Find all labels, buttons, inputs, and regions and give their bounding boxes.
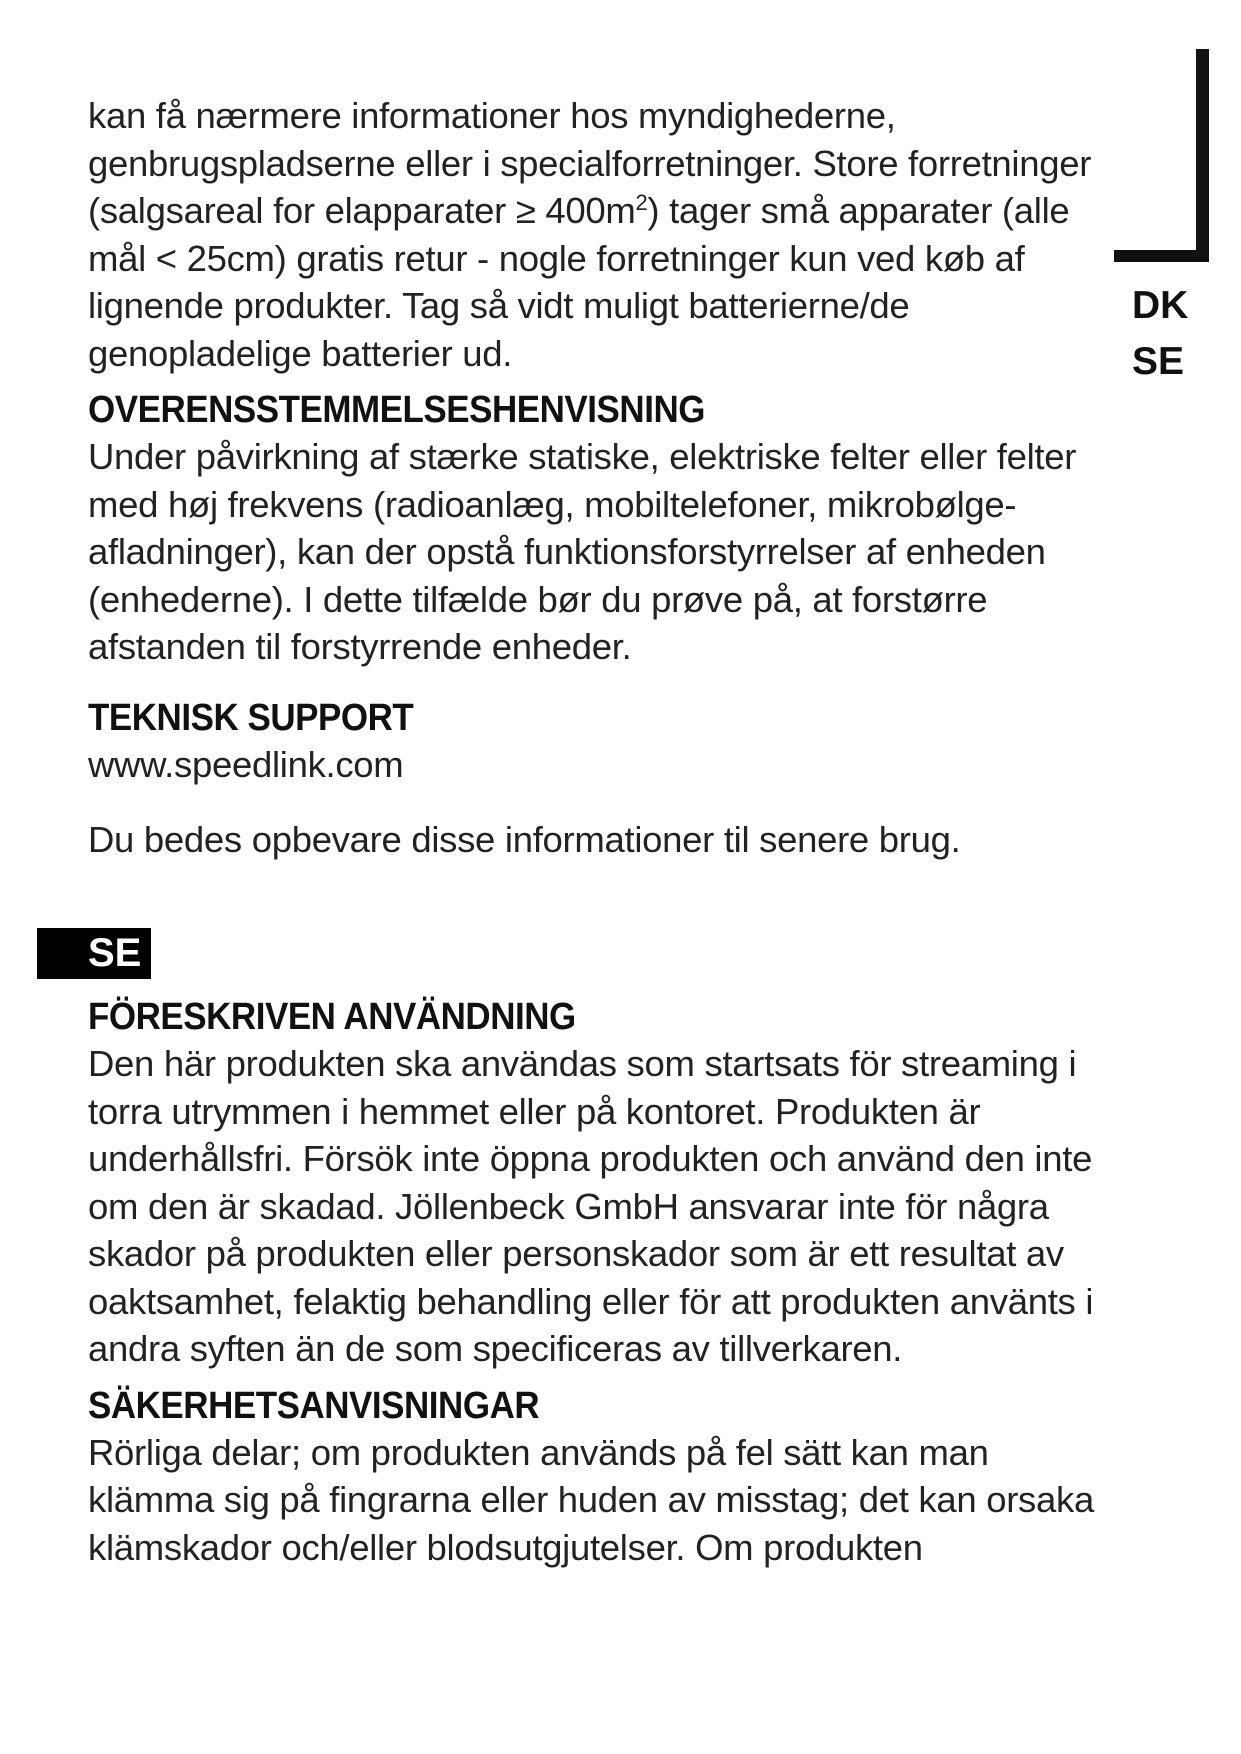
language-index <box>1132 278 1188 390</box>
disposal-text: kan få nærmere informationer hos myndighederne, genbrugspladserne eller i specialforretninger. Store forretninger (salgsareal for elapparater ≥ 400m <box>88 95 1092 231</box>
se-language-badge: SE <box>37 928 151 979</box>
corner-mark-vertical <box>1196 49 1209 262</box>
support-url[interactable]: www.speedlink.com <box>88 743 404 785</box>
safety-paragraph: Rörliga delar; om produkten används på fel sätt kan man klämma sig på fingrarna eller huden av misstag; det kan orsaka klämskador och/eller blodsutgjutelser. Om produkten <box>88 1431 1094 1568</box>
superscript-2: 2 <box>635 189 648 215</box>
conformity-heading: OVERENSSTEMMELSESHENVISNING <box>88 389 705 431</box>
keep-info-note: Du bedes opbevare disse informationer til senere brug. <box>88 819 961 860</box>
swedish-section <box>88 994 1098 1571</box>
intended-use-paragraph: Den här produkten ska användas som startsats för streaming i torra utrymmen i hemmet eller på kontoret. Produkten är underhållsfri. Försök inte öppna produkten och använd den inte om den är skadad. Jöllenbeck GmbH ansvarar inte för några skador på produkten eller personskador som är ett resultat av oaktsamhet, felaktig behandling eller för att produkten använts i andra syften än de som specificeras av tillverkaren. <box>88 1043 1094 1369</box>
intended-use-heading: FÖRESKRIVEN ANVÄNDNING <box>88 996 576 1038</box>
conformity-paragraph: Under påvirkning af stærke statiske, elektriske felter eller felter med høj frekvens (radioanlæg, mobiltelefoner, mikrobølge-afladninger), kan der opstå funktionsforstyrrelser af enheden (enhederne). I dette tilfælde bør du prøve på, at forstørre afstanden til forstyrrende enheder. <box>88 436 1077 667</box>
disposal-text-tail: ) tager små apparater (alle mål < 25cm) gratis retur - nogle forretninger kun ved køb af lignende produkter. Tag så vidt muligt batterierne/de genopladelige batterier ud. <box>88 190 1070 374</box>
corner-mark-horizontal <box>1114 250 1209 262</box>
disposal-paragraph <box>88 92 1098 377</box>
language-code-dk: DK <box>1132 284 1189 327</box>
support-heading: TEKNISK SUPPORT <box>88 696 414 739</box>
danish-section <box>88 92 1098 864</box>
language-code-se: SE <box>1132 340 1185 383</box>
safety-heading: SÄKERHETSANVISNINGAR <box>88 1384 540 1427</box>
